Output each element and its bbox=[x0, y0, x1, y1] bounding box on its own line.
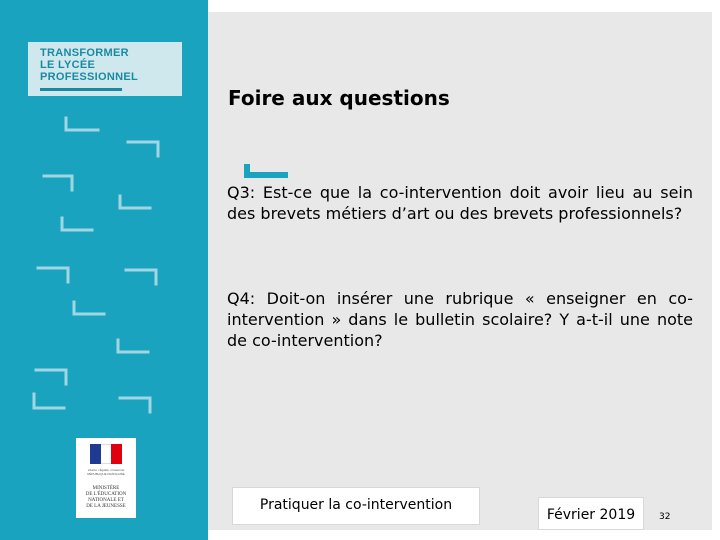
brand-logo-text: TRANSFORMER LE LYCÉE PROFESSIONNEL bbox=[40, 47, 139, 83]
question-q3: Q3: Est-ce que la co-intervention doit avoir lieu au sein des brevets métiers d’art ou des brevets professionnels? bbox=[227, 183, 693, 223]
footer-date: Février 2019 bbox=[546, 507, 636, 523]
flag-red-stripe bbox=[111, 444, 122, 464]
footer-label-box bbox=[232, 487, 480, 525]
bracket-pattern-decoration bbox=[0, 0, 208, 440]
ministry-name: MINISTÈRE DE L'ÉDUCATION NATIONALE ET DE LA JEUNESSE bbox=[85, 486, 127, 509]
question-q4: Q4: Doit-on insérer une rubrique « enseigner en co-intervention » dans le bulletin scolaire? Y a-t-il une note de co-intervention? bbox=[227, 289, 693, 350]
date-box bbox=[538, 497, 644, 530]
flag-blue-stripe bbox=[90, 444, 101, 464]
ministry-motto: Liberté • Égalité • Fraternité RÉPUBLIQUE FRANÇAISE bbox=[87, 468, 125, 476]
page-number: 32 bbox=[659, 512, 671, 522]
accent-bracket-icon bbox=[244, 164, 288, 178]
footer-label: Pratiquer la co-intervention bbox=[259, 497, 453, 513]
page-title: Foire aux questions bbox=[228, 86, 450, 110]
french-flag-icon bbox=[90, 444, 122, 464]
sidebar bbox=[0, 0, 208, 540]
ministry-logo bbox=[76, 438, 136, 518]
flag-white-stripe bbox=[101, 444, 112, 464]
